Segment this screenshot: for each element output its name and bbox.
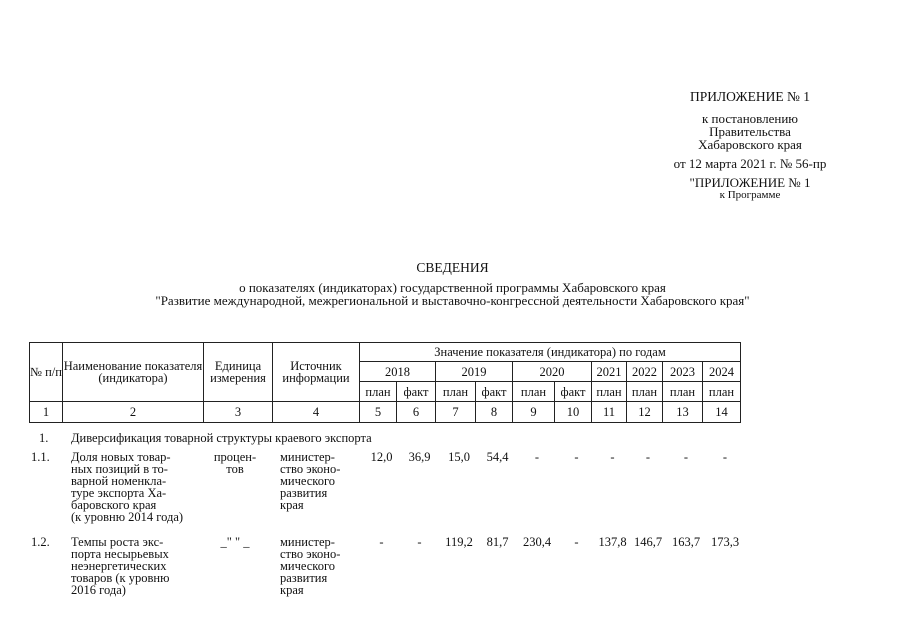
appendix-block: [640, 90, 860, 201]
appendix-line: к постановлению: [701, 111, 799, 126]
column-number: 1: [30, 402, 63, 423]
header-fact: факт: [476, 382, 513, 402]
section-title: Диверсификация товарной структуры краевого экспорта: [71, 431, 372, 445]
header-year: 2020: [513, 362, 592, 382]
section-number: 1.: [39, 431, 49, 445]
row-indicator-name: Доля новых товар- ных позиций в то- варной номенкла- туре экспорта Ха- баровского края (к уровню 2014 года): [71, 450, 184, 524]
row-value: 12,0: [370, 450, 393, 464]
column-number: 14: [703, 402, 741, 423]
column-number: 3: [204, 402, 273, 423]
header-year: 2019: [436, 362, 513, 382]
header-unit: Единица измерения: [204, 343, 273, 402]
header-year: 2023: [663, 362, 703, 382]
header-source: Источник информации: [273, 343, 360, 402]
column-number: 2: [63, 402, 204, 423]
column-number: 12: [627, 402, 663, 423]
header-year: 2021: [592, 362, 627, 382]
row-value: 54,4: [486, 450, 509, 464]
header-fact: факт: [555, 382, 592, 402]
row-value: -: [645, 450, 651, 464]
header-fact: факт: [397, 382, 436, 402]
header-plan: план: [513, 382, 555, 402]
row-value: -: [610, 450, 615, 464]
indicators-table: [29, 342, 741, 423]
header-year: 2018: [360, 362, 436, 382]
column-number: 6: [397, 402, 436, 423]
appendix-date: от 12 марта 2021 г. № 56-пр: [673, 156, 827, 171]
row-source: министер- ство эконо- мического развития края: [280, 450, 341, 512]
header-plan: план: [592, 382, 627, 402]
row-number: 1.1.: [31, 450, 50, 464]
column-number: 5: [360, 402, 397, 423]
row-unit: _" " _: [220, 535, 250, 549]
row-value: 230,4: [522, 535, 552, 549]
row-value: 81,7: [486, 535, 509, 549]
column-number: 11: [592, 402, 627, 423]
appendix-title: ПРИЛОЖЕНИЕ № 1: [689, 89, 811, 104]
row-value: 173,3: [710, 535, 740, 549]
row-unit: процен- тов: [213, 450, 257, 476]
document-heading: [0, 261, 905, 307]
row-indicator-name: Темпы роста экс- порта несырьевых неэнергетических товаров (к уровню 2016 года): [71, 535, 170, 597]
appendix-line: Правительства: [709, 124, 791, 139]
column-number: 4: [273, 402, 360, 423]
row-value: -: [417, 535, 422, 549]
header-indicator-name: Наименование показателя (индикатора): [63, 343, 204, 402]
header-plan: план: [360, 382, 397, 402]
row-value: -: [574, 535, 579, 549]
appendix-line: Хабаровского края: [698, 137, 802, 152]
header-plan: план: [703, 382, 741, 402]
header-plan: план: [663, 382, 703, 402]
row-value: 163,7: [671, 535, 701, 549]
column-number: 8: [476, 402, 513, 423]
row-value: -: [379, 535, 384, 549]
header-year: 2022: [627, 362, 663, 382]
appendix-program-title: "ПРИЛОЖЕНИЕ № 1: [689, 175, 811, 190]
row-value: 36,9: [408, 450, 431, 464]
document-subtitle-line-2: "Развитие международной, межрегиональной и выставочно-конгрессной деятельности Хабаровского края": [155, 293, 750, 308]
row-number: 1.2.: [31, 535, 50, 549]
header-plan: план: [436, 382, 476, 402]
column-number: 13: [663, 402, 703, 423]
row-value: -: [722, 450, 728, 464]
row-value: -: [574, 450, 579, 464]
column-number: 7: [436, 402, 476, 423]
header-year: 2024: [703, 362, 741, 382]
row-value: 119,2: [445, 535, 473, 549]
row-value: 137,8: [598, 535, 627, 549]
header-values-by-year: Значение показателя (индикатора) по годам: [360, 343, 741, 362]
row-source: министер- ство эконо- мического развития края: [280, 535, 341, 597]
document-title: СВЕДЕНИЯ: [416, 260, 489, 275]
appendix-program-sub: к Программе: [719, 189, 781, 201]
column-number: 10: [555, 402, 592, 423]
header-number: № п/п: [30, 343, 63, 402]
row-value: 146,7: [633, 535, 663, 549]
row-value: 15,0: [448, 450, 470, 464]
header-plan: план: [627, 382, 663, 402]
column-number: 9: [513, 402, 555, 423]
document-subtitle-line-1: о показателях (индикаторах) государственной программы Хабаровского края: [239, 280, 666, 295]
row-value: -: [534, 450, 540, 464]
row-value: -: [683, 450, 689, 464]
